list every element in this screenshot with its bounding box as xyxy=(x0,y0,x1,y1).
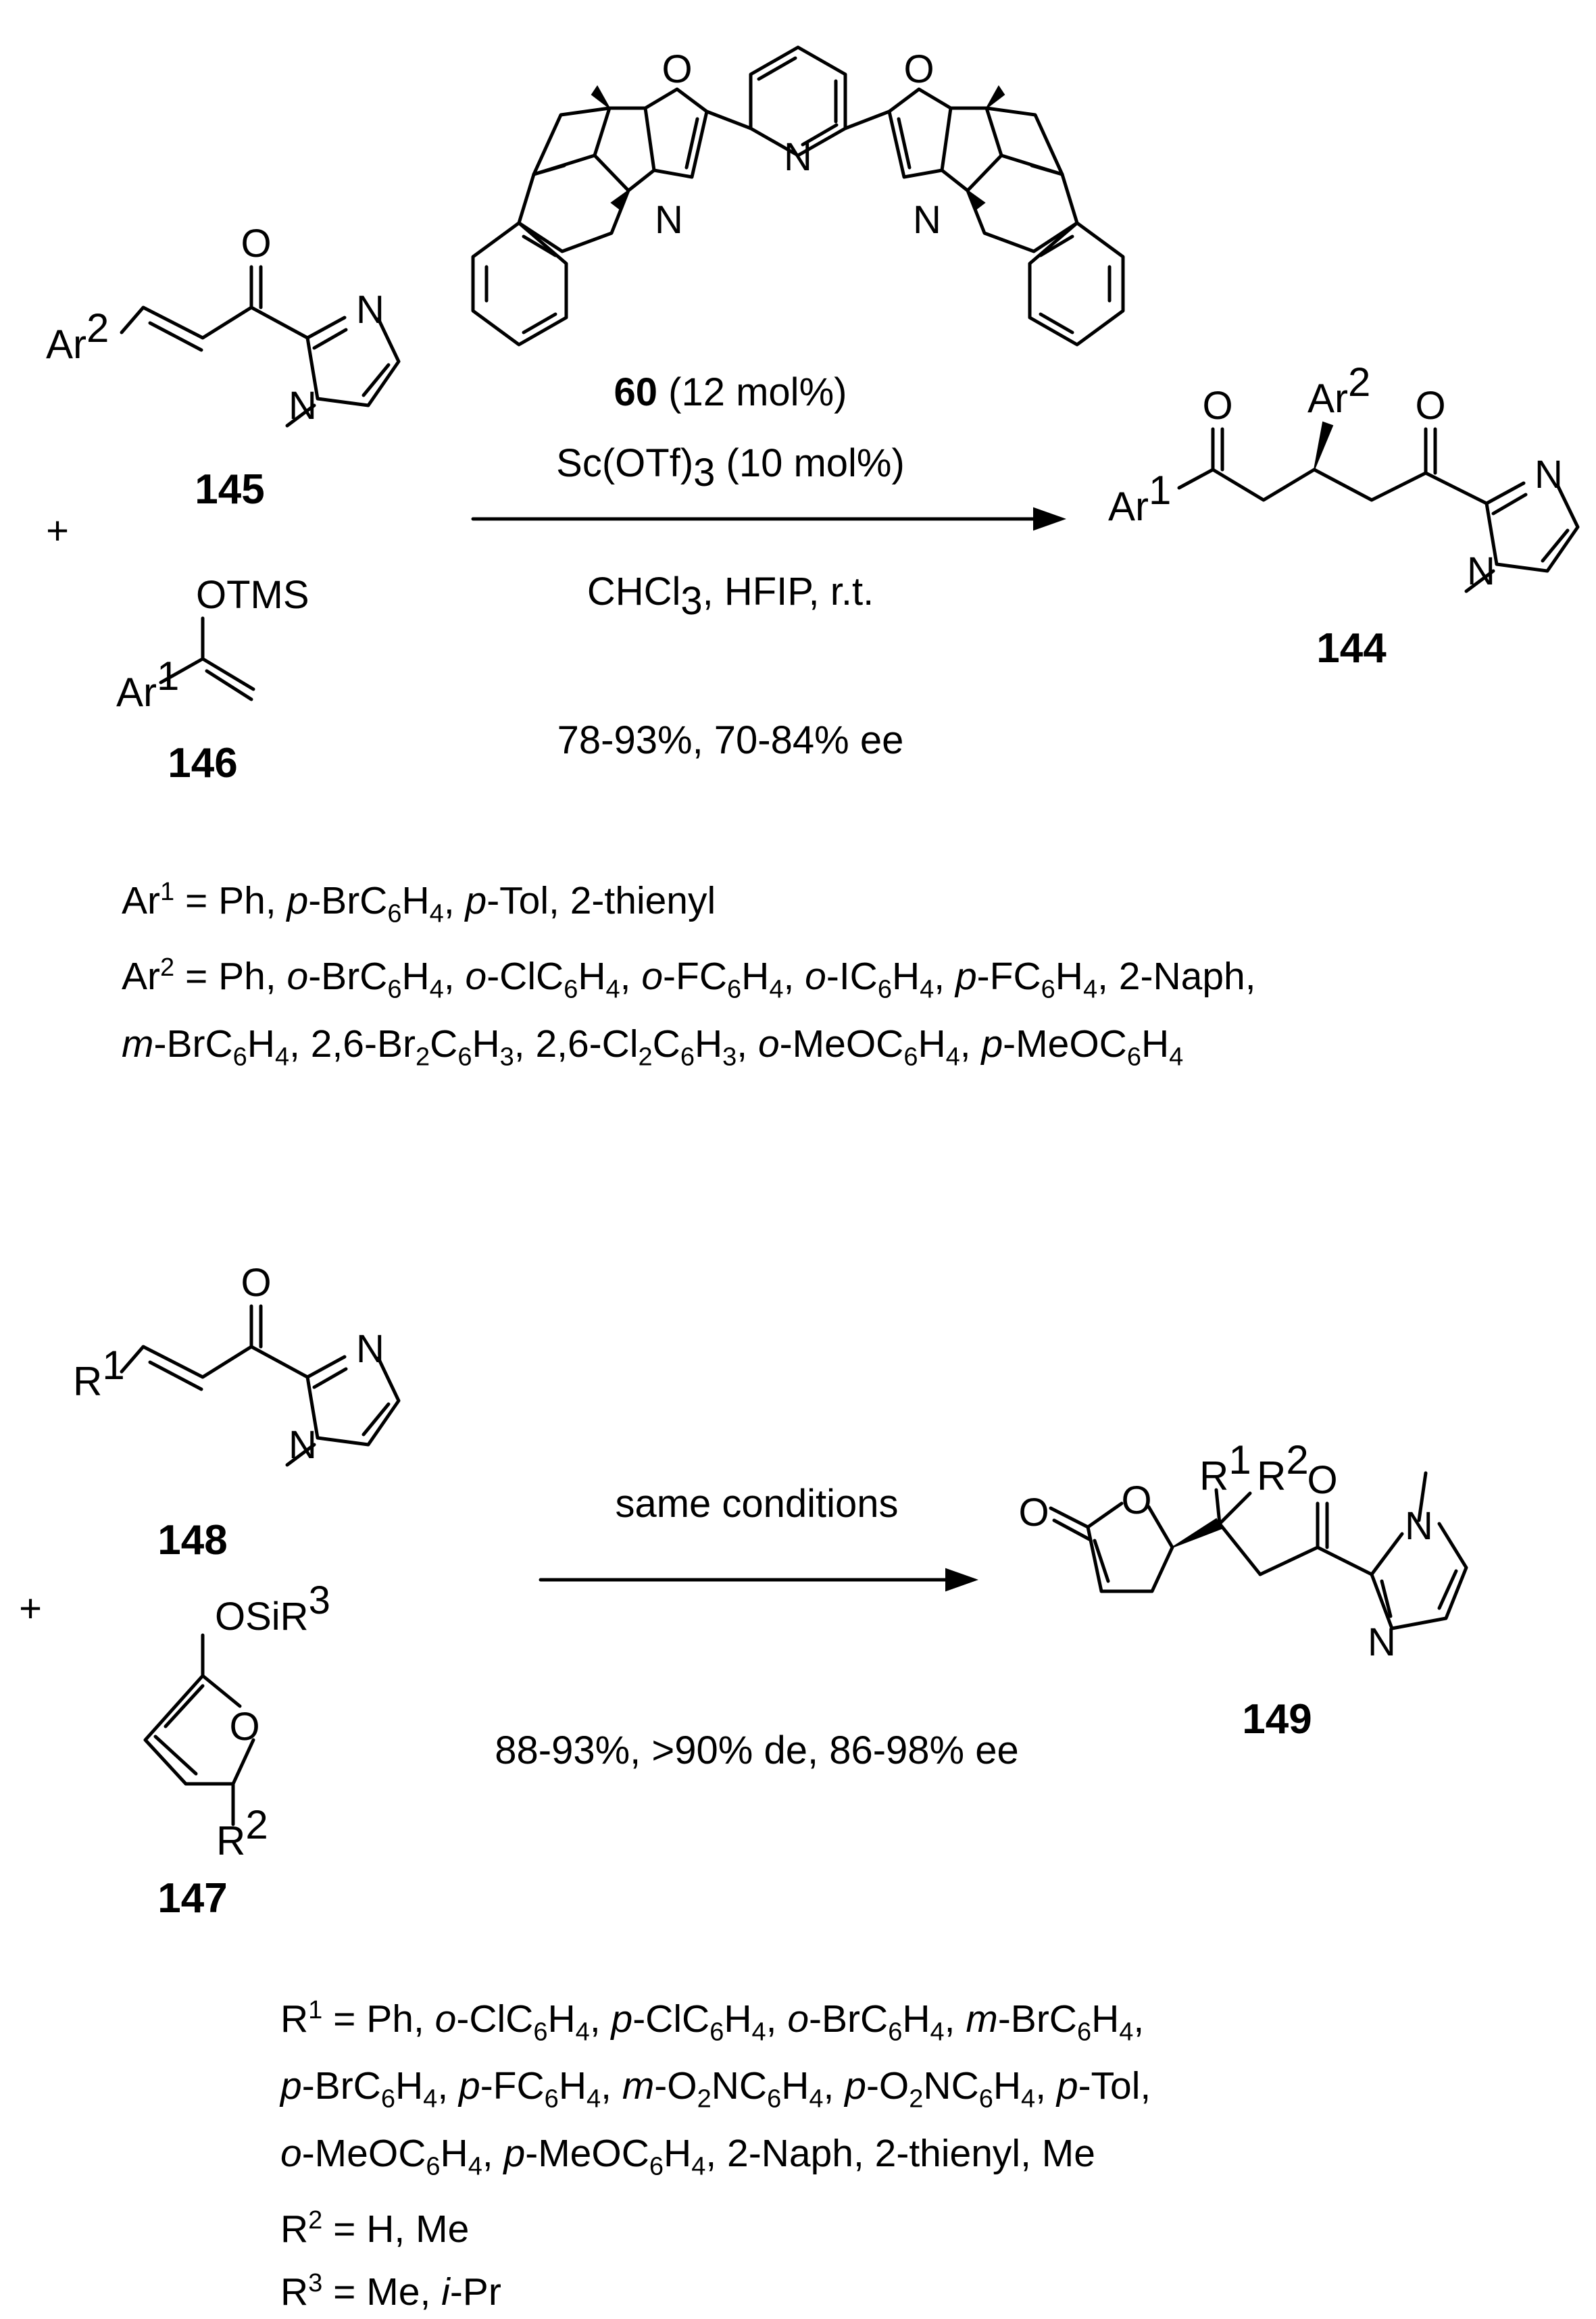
yield-text-2: 88-93%, >90% de, 86-98% ee xyxy=(495,1728,1019,1772)
ar2-definition: $Ar^2 = Ph$, $o-BrC_6H_4$, $o-ClC_6H_4$, $o-FC_6H_4$, $o-IC_6H_4$, $p-FC_6H_4$, 2-Naph, xyxy=(122,953,1256,1004)
scheme2-substituent-list xyxy=(280,1983,1151,2319)
r2-label: R2 xyxy=(216,1802,268,1864)
product-144-structure xyxy=(1108,359,1578,593)
ar2-label: Ar2 xyxy=(46,305,109,367)
lactone-carbonyl-o-atom: O xyxy=(1018,1491,1049,1535)
ar1-label: Ar1 xyxy=(116,653,180,715)
enone-imidazole-n3-atom: N xyxy=(356,1327,384,1371)
compound-148-label: 148 xyxy=(157,1517,228,1564)
reaction-arrow-1 xyxy=(473,508,1064,530)
product-ketone-o-atom: O xyxy=(1202,384,1233,428)
ar2-definition-continued: $m-BrC_6H_4$, $2,6-Br_2C_6H_3$, $2,6-Cl_2C_6H_3$, $o-MeOC_6H_4$, $p-MeOC_6H_4$ xyxy=(122,1022,1184,1072)
product-r1-label: R1 xyxy=(1199,1437,1251,1499)
r1-definition: $R^1 = Ph$, $o-ClC_6H_4$, $p-ClC_6H_4$, $o-BrC_6H_4$, $m-BrC_6H_4$, xyxy=(280,1996,1145,2047)
carbonyl-o-atom: O xyxy=(241,222,272,266)
compound-149-label: 149 xyxy=(1242,1696,1312,1743)
catalyst-60-structure xyxy=(473,47,1123,345)
imidazole-n3-atom: N xyxy=(356,288,384,332)
lewis-acid-text: Sc(OTf)3 (10 mol%) xyxy=(556,441,905,495)
compound-146-label: 146 xyxy=(168,740,238,787)
product-149-n3-atom: N xyxy=(1368,1620,1396,1664)
oxazoline-right-o-atom: O xyxy=(903,47,934,91)
oxazoline-right-n-atom: N xyxy=(913,198,941,242)
plus-sign-2: + xyxy=(19,1587,42,1630)
pyridine-n-atom: N xyxy=(784,135,812,179)
product-149-structure xyxy=(1018,1437,1466,1664)
oxazoline-left-n-atom: N xyxy=(655,198,683,242)
product-imidazole-n3-atom: N xyxy=(1535,453,1563,497)
product-ar1-label: Ar1 xyxy=(1108,468,1172,529)
compound-147-label: 147 xyxy=(157,1875,228,1922)
imidazole-n1-atom: N xyxy=(289,384,317,428)
reactant-145-structure xyxy=(46,222,399,428)
r1-definition-continued-1: $p-BrC_6H_4$, $p-FC_6H_4$, $m-O_2NC_6H_4$, $p-O_2NC_6H_4$, p-Tol, xyxy=(280,2064,1151,2114)
plus-sign-1: + xyxy=(46,509,69,553)
yield-text-1: 78-93%, 70-84% ee xyxy=(557,718,904,762)
reaction-arrow-2 xyxy=(541,1569,976,1591)
scheme1-substituent-list xyxy=(122,865,1256,1084)
solvent-text: CHCl3, HFIP, r.t. xyxy=(587,570,874,623)
furan-o-atom: O xyxy=(229,1705,260,1749)
otms-label: OTMS xyxy=(196,573,309,617)
product-imidazole-n1-atom: N xyxy=(1467,549,1495,593)
enone-carbonyl-o-atom: O xyxy=(241,1261,272,1305)
ar1-definition: $Ar^1 = Ph$, $p-BrC_6H_4$, p-Tol, 2-thienyl xyxy=(122,878,716,928)
product-ar2-label: Ar2 xyxy=(1307,359,1371,421)
catalyst-loading-text: 60 (12 mol%) xyxy=(614,370,847,414)
r1-label: R1 xyxy=(73,1343,125,1404)
osir3-label: OSiR3 xyxy=(215,1578,330,1639)
r2-definition: $R^2 = H$, Me xyxy=(280,2206,470,2251)
r3-definition: $R^3 = Me$, i-Pr xyxy=(280,2269,501,2314)
product-amide-o-atom: O xyxy=(1415,384,1446,428)
reactant-146-structure xyxy=(116,573,309,715)
product-r2-label: R2 xyxy=(1257,1437,1309,1499)
product-149-n1-atom: N xyxy=(1405,1504,1433,1548)
enone-imidazole-n1-atom: N xyxy=(289,1423,317,1467)
compound-144-label: 144 xyxy=(1316,625,1387,672)
reactant-147-structure xyxy=(145,1578,330,1864)
reactant-148-structure xyxy=(73,1261,399,1467)
compound-145-label: 145 xyxy=(195,466,265,513)
lactone-ring-o-atom: O xyxy=(1121,1478,1152,1522)
r1-definition-continued-2: $o-MeOC_6H_4$, $p-MeOC_6H_4$, 2-Naph, 2-thienyl, Me xyxy=(280,2131,1095,2181)
product-149-carbonyl-o-atom: O xyxy=(1307,1458,1338,1502)
oxazoline-left-o-atom: O xyxy=(662,47,693,91)
same-conditions-text: same conditions xyxy=(615,1482,899,1526)
